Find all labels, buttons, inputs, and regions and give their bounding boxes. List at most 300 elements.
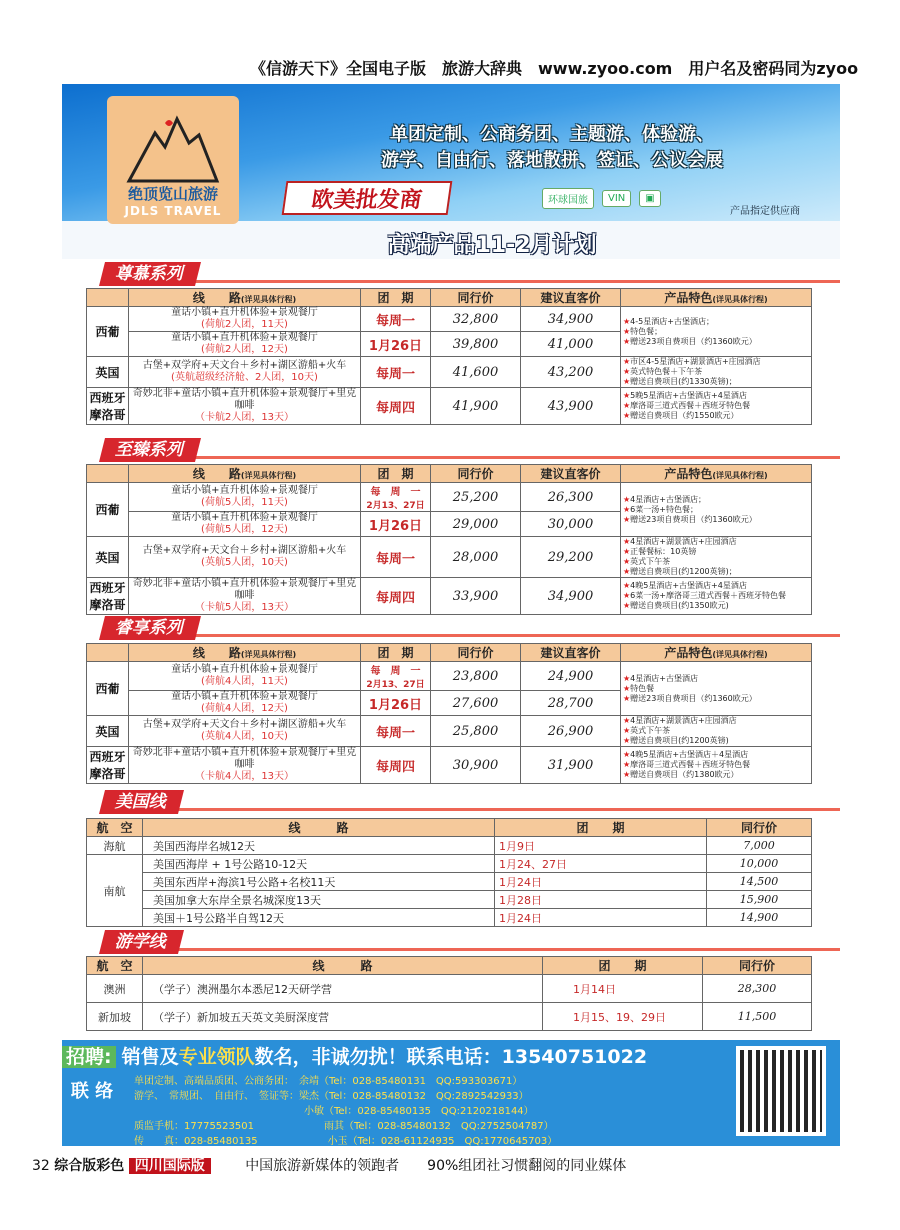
star-icon: ★	[623, 601, 631, 610]
date-text: 1月26日	[368, 518, 423, 534]
header-note: (详见具体行程)	[712, 471, 768, 480]
feature-cell	[621, 747, 812, 784]
route-airline: (荷航5人团，11天)	[201, 497, 288, 508]
feature-text: 赠送自费项目(约1350欧元)	[630, 601, 729, 610]
star-icon: ★	[623, 683, 631, 693]
contact-line: 质监手机：17775523501 雨其（Tel：028-85480132 QQ:2752504787）	[134, 1121, 554, 1132]
date-text: 每周一	[375, 366, 415, 382]
feature-item	[623, 357, 809, 367]
region-cell: 西葡	[87, 483, 129, 537]
table-row	[87, 837, 812, 855]
col-region	[87, 465, 129, 483]
route-airline: （卡航2人团，13天）	[194, 412, 295, 423]
star-icon: ★	[623, 494, 631, 504]
feature-text: 摩洛哥三道式西餐＋西班牙特色餐	[630, 401, 751, 410]
col-date: 团 期	[495, 819, 707, 837]
partner-logo-3: ▣	[639, 190, 660, 207]
route-airline: (英航超级经济舱、2人团，10天)	[171, 372, 318, 383]
retail-price-cell: 34,900	[521, 578, 621, 615]
price-cell: 14,900	[707, 909, 812, 927]
col-route: 线 路	[143, 957, 543, 975]
date-text: 1月26日	[368, 697, 423, 713]
table-row	[87, 1003, 812, 1031]
route-name: 奇妙北非+童话小镇+直升机体验+景观餐厅+里克咖啡	[132, 578, 357, 601]
feature-item	[623, 567, 809, 577]
feature-item	[623, 716, 809, 726]
feature-cell	[621, 307, 812, 357]
contact-line: 小敏（Tel：028-85480135 QQ:2120218144）	[134, 1106, 534, 1117]
header-label: 团 期	[377, 467, 414, 481]
header-label: 产品特色	[664, 291, 713, 305]
feature-text: 赠送自费项目(约1200英镑)；	[630, 567, 737, 576]
region-cell: 英国	[87, 716, 129, 747]
feature-text: 4星酒店+古堡酒店；	[630, 494, 706, 504]
date-cell	[361, 388, 431, 425]
retail-price-cell: 26,300	[521, 483, 621, 512]
route-cell	[129, 747, 361, 784]
col-route	[129, 465, 361, 483]
star-icon: ★	[623, 326, 631, 336]
price-cell: 10,000	[707, 855, 812, 873]
route-cell	[129, 691, 361, 716]
col-feature	[621, 289, 812, 307]
route-name: 古堡+双学府+天文台＋乡村+湖区游船+火车	[142, 360, 347, 371]
peer-price-cell: 25,200	[431, 483, 521, 512]
peer-price-cell: 41,900	[431, 388, 521, 425]
date-cell	[361, 716, 431, 747]
route-name: 古堡+双学府+天文台＋乡村+湖区游船+火车	[142, 545, 347, 556]
peer-price-cell: 29,000	[431, 512, 521, 537]
feature-item	[623, 337, 809, 347]
header-label: 线 路	[192, 291, 241, 305]
feature-item	[623, 367, 809, 377]
feature-text: 正餐餐标：10英镑	[630, 547, 697, 556]
date-cell: 1月28日	[495, 891, 707, 909]
feature-cell	[621, 357, 812, 388]
product-table-ruixiang	[86, 643, 812, 784]
route-cell	[129, 357, 361, 388]
feature-item	[623, 505, 809, 515]
contact-footer	[62, 1040, 840, 1146]
partner-logo-2: VIN	[602, 190, 631, 207]
feature-item	[623, 557, 809, 567]
product-table-zunmu	[86, 288, 812, 425]
col-group	[361, 289, 431, 307]
feature-item	[623, 401, 809, 411]
contact-label: 联 络	[70, 1081, 114, 1102]
route-airline: (荷航5人团，12天)	[201, 524, 288, 535]
route-cell	[129, 483, 361, 512]
feature-text: 市区4-5星酒店+湖景酒店+庄园酒店	[630, 357, 761, 366]
partner-logos	[542, 188, 661, 209]
route-cell	[129, 512, 361, 537]
col-route	[129, 289, 361, 307]
header-note: (详见具体行程)	[240, 650, 297, 659]
retail-price-cell: 24,900	[521, 662, 621, 691]
table-row	[87, 662, 812, 691]
feature-text: 4晚5星酒店+古堡酒店+4星酒店	[630, 581, 747, 590]
logo-english: JDLS TRAVEL	[124, 204, 222, 218]
feature-item	[623, 327, 809, 337]
feature-text: 赠送自费项目（约1550欧元）	[630, 411, 739, 420]
feature-item	[623, 601, 809, 611]
us-route-table	[86, 818, 812, 927]
route-cell	[129, 307, 361, 332]
date-text: 每周一	[375, 551, 415, 567]
feature-text: 赠送23项自费项目（约1360欧元）	[630, 336, 757, 346]
feature-text: 4星酒店+湖景酒店+庄园酒店	[630, 716, 737, 725]
date-text: 每周一	[375, 313, 415, 329]
col-route: 线 路	[143, 819, 495, 837]
region-cell: 西葡	[87, 307, 129, 357]
col-group	[361, 644, 431, 662]
feature-item	[623, 317, 809, 327]
qr-code-icon	[736, 1046, 826, 1136]
banner-services-line2: 游学、自由行、落地散拼、签证、公议会展	[381, 150, 723, 171]
peer-price-cell: 30,900	[431, 747, 521, 784]
supplier-label: 产品指定供应商	[730, 206, 800, 217]
feature-item	[623, 411, 809, 421]
region-cell: 西葡	[87, 662, 129, 716]
date-text: 每周四	[375, 400, 415, 416]
date-cell: 1月9日	[495, 837, 707, 855]
table-row	[87, 483, 812, 512]
air-cell: 新加坡	[87, 1003, 143, 1031]
route-cell	[129, 578, 361, 615]
col-price: 同行价	[707, 819, 812, 837]
table-row	[87, 855, 812, 873]
star-icon: ★	[623, 750, 631, 759]
section-title-study: 游学线	[99, 930, 184, 954]
star-icon: ★	[623, 726, 631, 735]
date-text: 每周四	[375, 759, 415, 775]
hiring-text-b: 专业领队	[178, 1046, 255, 1068]
feature-text: 赠送23项自费项目（约1360欧元）	[630, 693, 757, 703]
price-cell: 7,000	[707, 837, 812, 855]
star-icon: ★	[623, 693, 631, 703]
feature-item	[623, 537, 809, 547]
header-label: 建议直客价	[540, 291, 601, 305]
date-cell	[361, 578, 431, 615]
col-retail	[521, 644, 621, 662]
peer-price-cell: 41,600	[431, 357, 521, 388]
date-text: 每 周 一	[370, 487, 421, 498]
date-extra: 2月13、27日	[366, 501, 425, 511]
route-airline: (荷航2人团，12天)	[201, 344, 288, 355]
header-label: 建议直客价	[540, 646, 601, 660]
route-cell: 美国＋1号公路半自驾12天	[143, 909, 495, 927]
route-cell: （学子）澳洲墨尔本悉尼12天研学营	[143, 975, 543, 1003]
masthead-text: 《信游天下》全国电子版 旅游大辞典 www.zyoo.com 用户名及密码同为zyoo	[250, 59, 859, 78]
banner	[62, 84, 840, 259]
col-feature	[621, 465, 812, 483]
table-row	[87, 909, 812, 927]
contact-line: 传 真：028-85480135 小玉（Tel：028-61124935 QQ:1770645703）	[134, 1136, 558, 1147]
feature-item	[623, 694, 809, 704]
date-cell	[361, 332, 431, 357]
feature-cell	[621, 578, 812, 615]
route-cell: 美国东西岸+海滨1号公路+名校11天	[143, 873, 495, 891]
route-airline: (英航4人团，10天)	[201, 731, 288, 742]
col-peer	[431, 465, 521, 483]
col-region	[87, 644, 129, 662]
feature-cell	[621, 537, 812, 578]
feature-text: 赠送自费项目(约1200英镑)	[630, 736, 729, 745]
route-name: 童话小镇+直升机体验+景观餐厅	[171, 512, 318, 523]
header-label: 线 路	[192, 467, 241, 481]
feature-text: 特色餐；	[630, 326, 663, 336]
header-label: 产品特色	[664, 646, 713, 660]
slogan: 中国旅游新媒体的领跑者 90%组团社习惯翻阅的同业媒体	[245, 1158, 627, 1174]
date-text: 每 周 一	[370, 666, 421, 677]
route-name: 童话小镇+直升机体验+景观餐厅	[171, 332, 318, 343]
feature-item	[623, 515, 809, 525]
air-cell: 澳洲	[87, 975, 143, 1003]
star-icon: ★	[623, 716, 631, 725]
region-cell: 西班牙摩洛哥	[87, 578, 129, 615]
feature-cell	[621, 662, 812, 716]
section-rule	[110, 948, 840, 951]
header-label: 同行价	[457, 291, 494, 305]
peer-price-cell: 25,800	[431, 716, 521, 747]
hiring-text-a: 销售及	[121, 1046, 179, 1068]
wholesaler-badge: 欧美批发商	[282, 181, 453, 215]
mountain-icon	[125, 113, 221, 183]
product-table-zhizhen	[86, 464, 812, 615]
retail-price-cell: 31,900	[521, 747, 621, 784]
peer-price-cell: 28,000	[431, 537, 521, 578]
feature-text: 5晚5星酒店+古堡酒店+4星酒店	[630, 391, 747, 400]
partner-logo-1: 环球国旅	[542, 188, 594, 209]
region-cell: 西班牙摩洛哥	[87, 747, 129, 784]
route-name: 童话小镇+直升机体验+景观餐厅	[171, 485, 318, 496]
feature-item	[623, 581, 809, 591]
header-note: (详见具体行程)	[712, 295, 768, 304]
header-note: (详见具体行程)	[712, 650, 768, 659]
route-airline: (荷航2人团，11天)	[201, 319, 288, 330]
section-rule	[110, 280, 840, 283]
star-icon: ★	[623, 336, 631, 346]
route-cell: 美国加拿大东岸全景名城深度13天	[143, 891, 495, 909]
price-cell: 15,900	[707, 891, 812, 909]
retail-price-cell: 43,200	[521, 357, 621, 388]
retail-price-cell: 41,000	[521, 332, 621, 357]
peer-price-cell: 23,800	[431, 662, 521, 691]
feature-text: 4星酒店+古堡酒店	[630, 673, 698, 683]
feature-text: 英式下午茶	[630, 726, 671, 735]
region-cell: 西班牙摩洛哥	[87, 388, 129, 425]
star-icon: ★	[623, 357, 631, 366]
section-rule	[110, 456, 840, 459]
col-peer	[431, 289, 521, 307]
route-cell	[129, 388, 361, 425]
date-cell	[361, 307, 431, 332]
star-icon: ★	[623, 673, 631, 683]
star-icon: ★	[623, 537, 631, 546]
feature-item	[623, 736, 809, 746]
feature-cell	[621, 716, 812, 747]
edition-label: 综合版彩色	[54, 1158, 125, 1174]
feature-text: 6菜一汤+特色餐；	[630, 504, 698, 514]
date-cell	[361, 662, 431, 691]
feature-item	[623, 726, 809, 736]
date-cell	[361, 357, 431, 388]
peer-price-cell: 39,800	[431, 332, 521, 357]
feature-item	[623, 377, 809, 387]
feature-item	[623, 674, 809, 684]
hiring-banner	[62, 1042, 647, 1072]
feature-text: 6菜一汤+摩洛哥三道式西餐＋西班牙特色餐	[630, 591, 786, 600]
retail-price-cell: 26,900	[521, 716, 621, 747]
feature-text: 赠送自费项目(约1330英镑)；	[630, 377, 737, 386]
table-row	[87, 716, 812, 747]
date-cell: 1月24日	[495, 909, 707, 927]
col-air: 航 空	[87, 957, 143, 975]
feature-text: 4星酒店+湖景酒店+庄园酒店	[630, 537, 737, 546]
route-cell	[129, 332, 361, 357]
header-note: (详见具体行程)	[240, 471, 297, 480]
col-retail	[521, 465, 621, 483]
feature-text: 赠送23项自费项目（约1360欧元）	[630, 514, 757, 524]
feature-item	[623, 495, 809, 505]
price-cell: 28,300	[703, 975, 812, 1003]
date-cell	[361, 747, 431, 784]
col-date: 团 期	[543, 957, 703, 975]
table-row	[87, 975, 812, 1003]
header-label: 建议直客价	[540, 467, 601, 481]
retail-price-cell: 43,900	[521, 388, 621, 425]
star-icon: ★	[623, 367, 631, 376]
feature-text: 4晚5星酒店+古堡酒店＋4星酒店	[630, 750, 749, 759]
star-icon: ★	[623, 557, 631, 566]
peer-price-cell: 33,900	[431, 578, 521, 615]
feature-item	[623, 684, 809, 694]
table-row	[87, 891, 812, 909]
col-price: 同行价	[703, 957, 812, 975]
header-label: 线 路	[192, 646, 241, 660]
retail-price-cell: 30,000	[521, 512, 621, 537]
section-title-us: 美国线	[99, 790, 184, 814]
route-name: 童话小镇+直升机体验+景观餐厅	[171, 664, 318, 675]
retail-price-cell: 34,900	[521, 307, 621, 332]
date-cell	[361, 691, 431, 716]
date-extra: 2月13、27日	[366, 680, 425, 690]
contact-line: 游学、 常规团、 自由行、 签证等：梁杰（Tel：028-85480132 QQ:2892542933）	[134, 1091, 529, 1102]
section-title-ruixiang: 睿享系列	[99, 616, 201, 640]
date-cell	[361, 537, 431, 578]
feature-cell	[621, 388, 812, 425]
route-cell	[129, 716, 361, 747]
star-icon: ★	[623, 770, 631, 779]
table-row	[87, 578, 812, 615]
feature-item	[623, 760, 809, 770]
table-row	[87, 388, 812, 425]
section-rule	[110, 634, 840, 637]
table-row	[87, 537, 812, 578]
date-cell: 1月24日	[495, 873, 707, 891]
route-airline: （卡航5人团，13天）	[194, 602, 295, 613]
region-cell: 英国	[87, 357, 129, 388]
company-logo	[107, 96, 239, 224]
col-feature	[621, 644, 812, 662]
date-cell	[361, 512, 431, 537]
route-airline: (荷航4人团，11天)	[201, 676, 288, 687]
route-name: 奇妙北非+童话小镇+直升机体验+景观餐厅+里克咖啡	[132, 388, 357, 411]
route-name: 童话小镇+直升机体验+景观餐厅	[171, 691, 318, 702]
feature-item	[623, 750, 809, 760]
route-cell	[129, 537, 361, 578]
route-airline: (英航5人团，10天)	[201, 557, 288, 568]
banner-services-line1: 单团定制、公商务团、主题游、体验游、	[390, 124, 714, 145]
contact-line: 单团定制、高端品质团、公商务团： 余靖（Tel：028-85480131 QQ:593303671）	[134, 1076, 523, 1087]
contact-list	[134, 1074, 557, 1149]
col-air: 航 空	[87, 819, 143, 837]
feature-text: 摩洛哥三道式西餐＋西班牙特色餐	[630, 760, 751, 769]
header-label: 团 期	[377, 646, 414, 660]
date-text: 1月26日	[368, 338, 423, 354]
feature-cell	[621, 483, 812, 537]
feature-item	[623, 547, 809, 557]
feature-text: 4-5星酒店+古堡酒店；	[630, 316, 714, 326]
col-peer	[431, 644, 521, 662]
route-cell: 美国西海岸 + 1号公路10-12天	[143, 855, 495, 873]
price-cell: 14,500	[707, 873, 812, 891]
header-label: 产品特色	[664, 467, 713, 481]
col-group	[361, 465, 431, 483]
table-row	[87, 357, 812, 388]
star-icon: ★	[623, 377, 631, 386]
route-cell: （学子）新加坡五天英文美厨深度营	[143, 1003, 543, 1031]
star-icon: ★	[623, 581, 631, 590]
hiring-text-c: 数名，非诚勿扰！联系电话：13540751022	[254, 1046, 648, 1068]
route-cell: 美国西海岸名城12天	[143, 837, 495, 855]
page-number: 32	[32, 1158, 50, 1174]
route-name: 奇妙北非+童话小镇+直升机体验+景观餐厅+里克咖啡	[132, 747, 357, 770]
feature-item	[623, 770, 809, 780]
star-icon: ★	[623, 401, 631, 410]
logo-chinese: 绝顶览山旅游	[127, 185, 218, 203]
section-title-zhizhen: 至臻系列	[99, 438, 201, 462]
date-cell: 1月14日	[543, 975, 703, 1003]
date-cell	[361, 483, 431, 512]
route-airline: (荷航4人团，12天)	[201, 703, 288, 714]
col-route	[129, 644, 361, 662]
header-label: 同行价	[457, 646, 494, 660]
table-row	[87, 747, 812, 784]
date-text: 每周一	[375, 725, 415, 741]
table-row	[87, 307, 812, 332]
route-airline: （卡航4人团，13天）	[194, 771, 295, 782]
star-icon: ★	[623, 567, 631, 576]
star-icon: ★	[623, 736, 631, 745]
region-cell: 英国	[87, 537, 129, 578]
star-icon: ★	[623, 504, 631, 514]
feature-text: 特色餐	[630, 683, 655, 693]
header-note: (详见具体行程)	[240, 295, 297, 304]
study-route-table	[86, 956, 812, 1031]
retail-price-cell: 28,700	[521, 691, 621, 716]
date-cell: 1月24、27日	[495, 855, 707, 873]
star-icon: ★	[623, 411, 631, 420]
star-icon: ★	[623, 391, 631, 400]
star-icon: ★	[623, 591, 631, 600]
air-cell: 海航	[87, 837, 143, 855]
col-region	[87, 289, 129, 307]
feature-item	[623, 391, 809, 401]
page-footer	[32, 1155, 626, 1175]
table-row	[87, 873, 812, 891]
route-cell	[129, 662, 361, 691]
